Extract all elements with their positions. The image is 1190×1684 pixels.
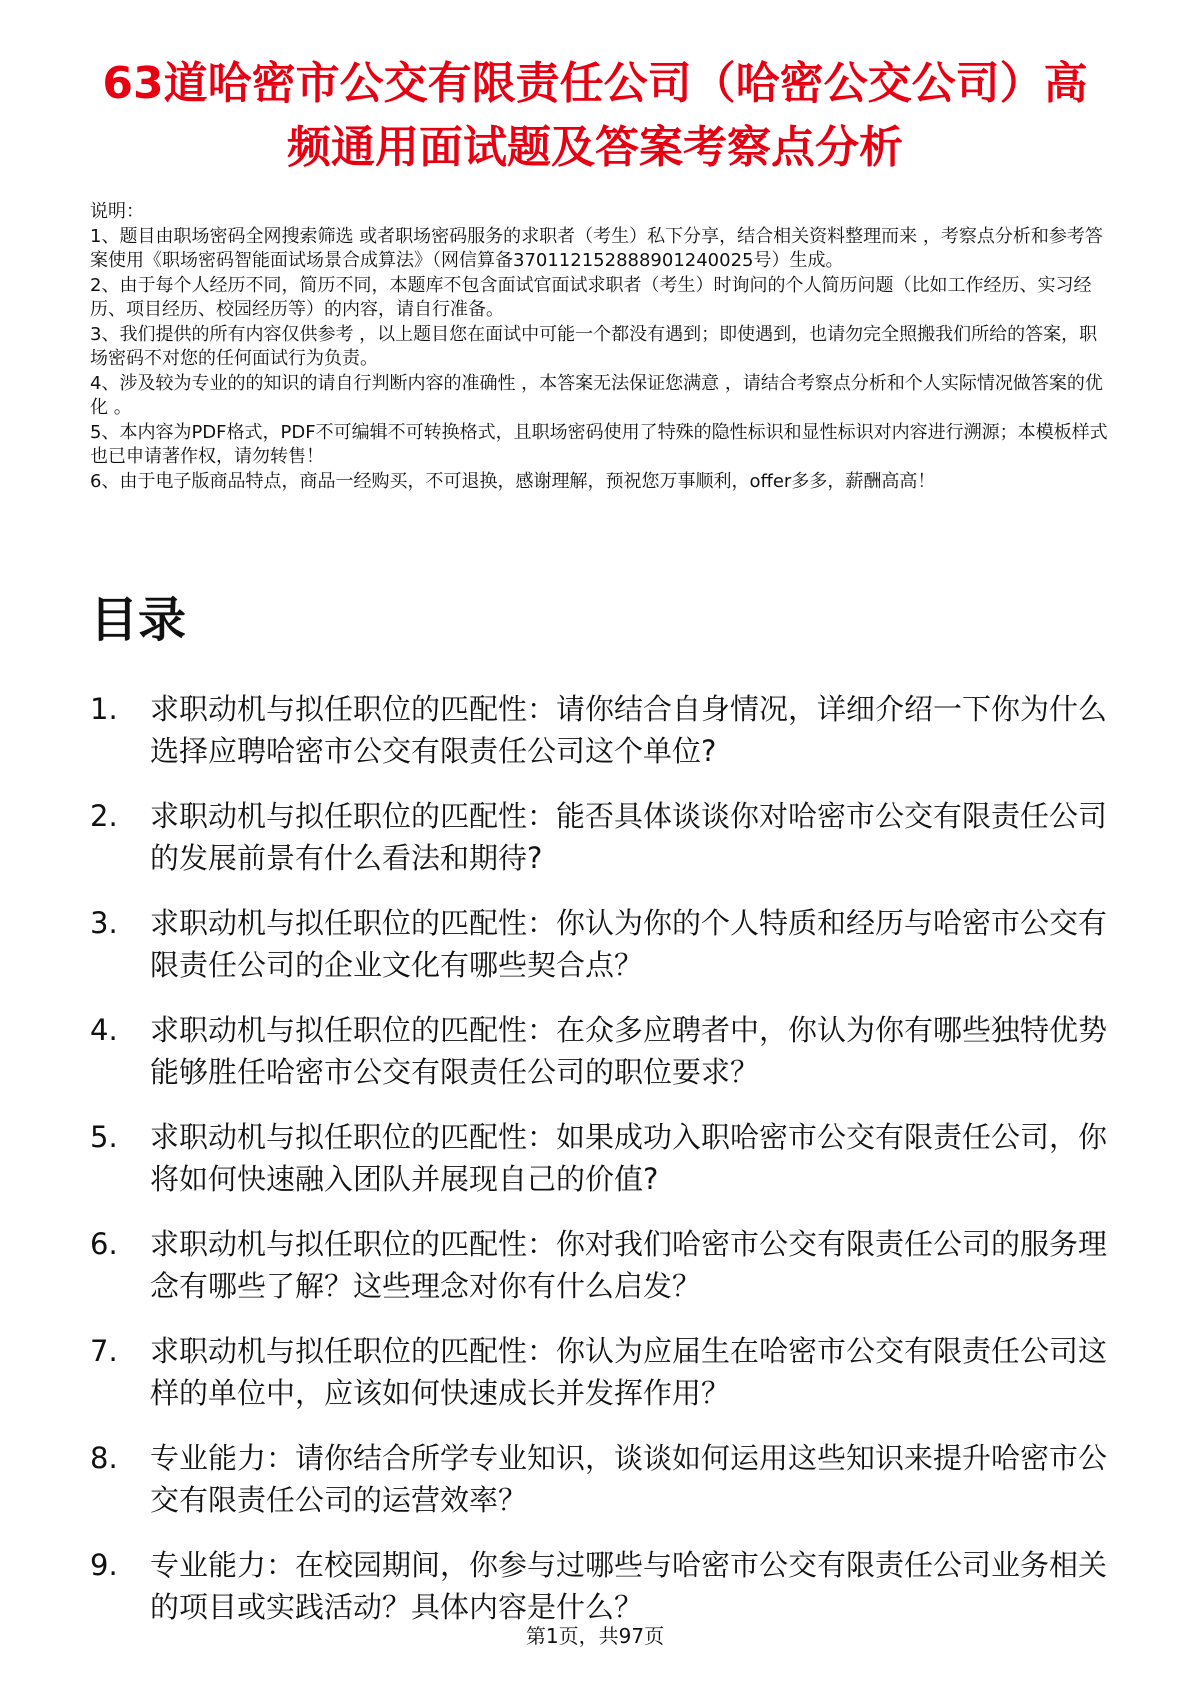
- toc-item[interactable]: [90, 902, 1130, 986]
- toc-item[interactable]: [90, 795, 1130, 879]
- toc-item[interactable]: [90, 688, 1130, 772]
- toc-item-text: 求职动机与拟任职位的匹配性：请你结合自身情况，详细介绍一下你为什么选择应聘哈密市公交有限责任公司这个单位?: [150, 692, 1108, 768]
- toc-item-text: 求职动机与拟任职位的匹配性：能否具体谈谈你对哈密市公交有限责任公司的发展前景有什么看法和期待?: [150, 799, 1108, 875]
- toc-item-number: 2.: [90, 799, 118, 833]
- toc-item[interactable]: [90, 1116, 1130, 1200]
- notes-line: 1、题目由职场密码全网搜索筛选 或者职场密码服务的求职者（考生）私下分享，结合相关资料整理而来 ，考察点分析和参考答案使用《职场密码智能面试场景合成算法》（网信算备370112152888901240025号）生成。: [90, 225, 1103, 271]
- toc-item-number: 8.: [90, 1441, 118, 1475]
- toc-item-text: 求职动机与拟任职位的匹配性：你认为应届生在哈密市公交有限责任公司这样的单位中，应该如何快速成长并发挥作用？: [150, 1334, 1108, 1410]
- toc-item-text: 求职动机与拟任职位的匹配性：你对我们哈密市公交有限责任公司的服务理念有哪些了解？这些理念对你有什么启发？: [150, 1227, 1108, 1303]
- document-title: 63道哈密市公交有限责任公司（哈密公交公司）高频通用面试题及答案考察点分析: [102, 58, 1088, 173]
- toc-item-number: 6.: [90, 1227, 118, 1261]
- toc-item-number: 4.: [90, 1013, 118, 1047]
- toc-item-number: 7.: [90, 1334, 118, 1368]
- toc-item[interactable]: [90, 1544, 1130, 1628]
- toc-heading: 目录: [90, 592, 187, 648]
- toc-item-text: 求职动机与拟任职位的匹配性：在众多应聘者中，你认为你有哪些独特优势能够胜任哈密市公交有限责任公司的职位要求？: [150, 1013, 1108, 1089]
- toc-item-text: 专业能力：请你结合所学专业知识，谈谈如何运用这些知识来提升哈密市公交有限责任公司的运营效率？: [150, 1441, 1108, 1517]
- toc-item[interactable]: [90, 1330, 1130, 1414]
- toc-item-number: 3.: [90, 906, 118, 940]
- toc-item[interactable]: [90, 1437, 1130, 1521]
- page-footer: 第1页，共97页: [525, 1624, 665, 1648]
- toc-item[interactable]: [90, 1009, 1130, 1093]
- toc-item-number: 5.: [90, 1120, 118, 1154]
- toc-item-text: 专业能力：在校园期间，你参与过哪些与哈密市公交有限责任公司业务相关的项目或实践活动？具体内容是什么？: [150, 1548, 1108, 1624]
- notes-line: 6、由于电子版商品特点，商品一经购买，不可退换，感谢理解，预祝您万事顺利，offer多多，薪酬高高！: [90, 470, 936, 492]
- notes-line: 3、我们提供的所有内容仅供参考 ，以上题目您在面试中可能一个都没有遇到；即使遇到，也请勿完全照搬我们所给的答案，职场密码不对您的任何面试行为负责。: [90, 323, 1098, 369]
- notes-section: [90, 200, 1110, 494]
- notes-line: 说明：: [90, 201, 144, 222]
- notes-line: 4、涉及较为专业的的知识的请自行判断内容的准确性 ，本答案无法保证您满意 ，请结合考察点分析和个人实际情况做答案的优化 。: [90, 372, 1103, 418]
- table-of-contents: [90, 688, 1130, 1651]
- notes-line: 5、本内容为PDF格式，PDF不可编辑不可转换格式，且职场密码使用了特殊的隐性标识和显性标识对内容进行溯源；本模板样式也已申请著作权，请勿转售！: [90, 421, 1108, 467]
- toc-item[interactable]: [90, 1223, 1130, 1307]
- toc-item-number: 1.: [90, 692, 118, 726]
- toc-item-text: 求职动机与拟任职位的匹配性：如果成功入职哈密市公交有限责任公司，你将如何快速融入团队并展现自己的价值?: [150, 1120, 1108, 1196]
- notes-line: 2、由于每个人经历不同，简历不同，本题库不包含面试官面试求职者（考生）时询问的个人简历问题（比如工作经历、实习经历、项目经历、校园经历等）的内容，请自行准备。: [90, 274, 1092, 320]
- toc-item-text: 求职动机与拟任职位的匹配性：你认为你的个人特质和经历与哈密市公交有限责任公司的企业文化有哪些契合点？: [150, 906, 1108, 982]
- toc-item-number: 9.: [90, 1548, 118, 1582]
